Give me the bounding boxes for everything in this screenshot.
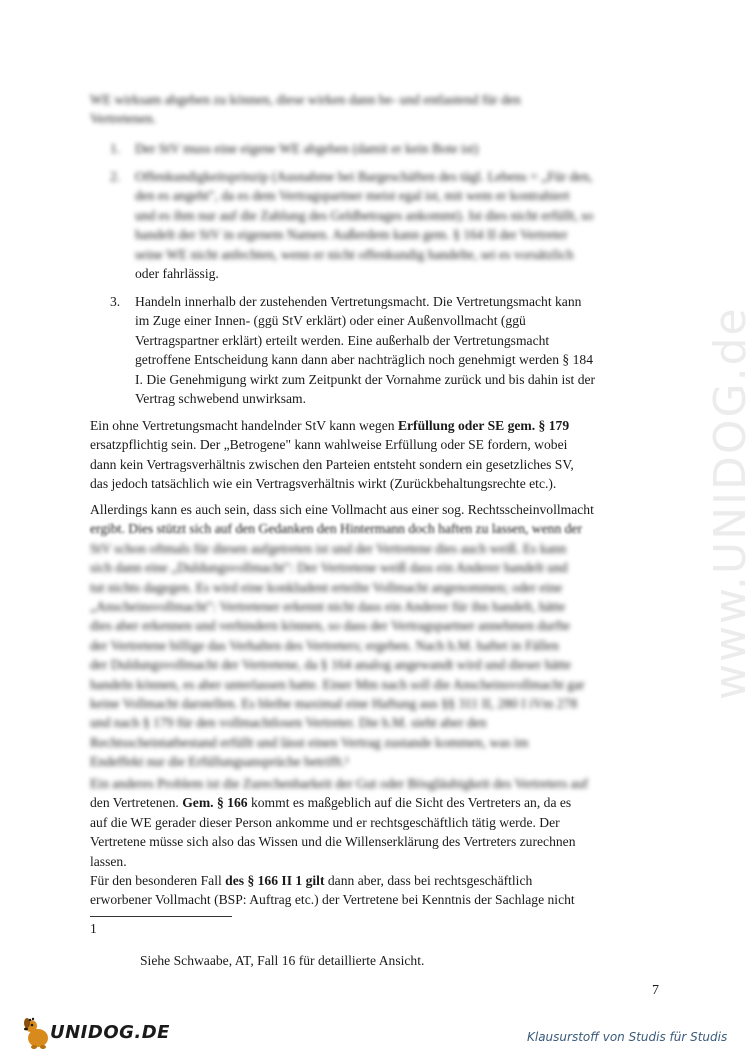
- text-line: Rechtsscheintatbestand erfüllt und lässt einen Vertrag zustande kommen, was im: [90, 734, 529, 750]
- text-line: dann kein Vertragsverhältnis zwischen den Parteien entsteht sondern ein gesetzliches SV,: [90, 456, 574, 472]
- list-number: 3.: [110, 294, 121, 309]
- watermark: www.UNIDOG.de: [705, 306, 756, 700]
- intro-paragraph: [90, 90, 521, 129]
- text-line: handelt der StV in eigenem Namen. Außerdem kann gem. § 164 II der Vertreter: [135, 227, 568, 243]
- text-line: Handeln innerhalb der zustehenden Vertretungsmacht. Die Vertretungsmacht kann: [135, 294, 582, 309]
- list-number: 2.: [110, 169, 121, 184]
- text-line: und es ihm nur auf die Zahlung des Geldbetrages ankommt). Ist dies nicht erfüllt, so: [135, 207, 594, 223]
- text-line: ersatzpflichtig sein. Der „Betrogene" kann wahlweise Erfüllung oder SE fordern, wobei: [90, 437, 568, 453]
- text-line: den Vertretenen. Gem. § 166 kommt es maßgeblich auf die Sicht des Vertreters an, da es: [90, 795, 572, 811]
- bold-reference: Gem. § 166: [182, 795, 248, 811]
- logo-text: UNIDOG.DE: [50, 1022, 170, 1043]
- text-line: Der StV muss eine eigene WE abgeben (damit er kein Bote ist): [135, 141, 479, 156]
- text-line: im Zuge einer Innen- (ggü StV erklärt) oder einer Außenvollmacht (ggü: [135, 313, 526, 329]
- text-line: Vertragspartner erklärt) erteilt werden. Eine außerhalb der Vertretungsmacht: [135, 332, 550, 348]
- paragraph-rechtsschein: [90, 500, 660, 772]
- text-line: der Vertretene billige das Verhalten des Vertreters; ergeben. Nach h.M. haftet in Fällen: [90, 637, 559, 653]
- footer-tagline: Klausurstoff von Studis für Studis: [527, 1030, 728, 1044]
- text-line: erworbener Vollmacht (BSP: Auftrag etc.) der Vertretene bei Kenntnis der Sachlage nicht: [90, 892, 575, 908]
- paragraph-179: [90, 416, 660, 494]
- text-line: dies aber erkennen und verhindern können, so dass der Vertragspartner annehmen durfte: [90, 618, 570, 634]
- text-line: WE wirksam abgeben zu können, diese wirken dann be- und entlastend für den: [90, 92, 521, 107]
- text-line: Vertretenen.: [90, 111, 157, 127]
- text-line: der Duldungsvollmacht der Vertretene, da § 164 analog angewandt wird und dieser hätte: [90, 657, 572, 673]
- text-line: seine WE nicht anfechten, wenn er nicht offenkundig handelte, sei es vorsätzlich: [135, 246, 574, 262]
- paragraph-166: [90, 774, 660, 910]
- text-line: Vertrag schwebend unwirksam.: [135, 391, 307, 407]
- text-line: handeln können, es aber unterlassen hatte. Einer Mm nach soll die Anscheinsvollmacht gar: [90, 676, 585, 692]
- text-line: und nach § 179 für den vollmachtlosen Vertreter. Die h.M. sieht aber den: [90, 715, 487, 731]
- text-line: ergibt. Dies stützt sich auf den Gedanken den Hintermann doch haften zu lassen, wenn der: [90, 521, 582, 537]
- text-line: tut nichts dagegen. Es wird eine konkludent erteilte Vollmacht angenommen; oder eine: [90, 579, 563, 595]
- text-line: das jedoch tatsächlich wie ein Vertragsverhältnis wirkt (Zurückbehaltungsrechte etc.).: [90, 476, 557, 492]
- text-line: den es angeht", da es dem Vertragspartner meist egal ist, mit wem er kontrahiert: [135, 188, 570, 204]
- text-line: Ein ohne Vertretungsmacht handelnder StV kann wegen Erfüllung oder SE gem. § 179: [90, 418, 570, 433]
- text-line: getroffene Entscheidung kann dann aber nachträglich noch genehmigt werden § 184: [135, 352, 593, 368]
- text-line: Allerdings kann es auch sein, dass sich eine Vollmacht aus einer sog. Rechtsscheinvollmacht: [90, 502, 594, 517]
- footnote-number: 1: [90, 921, 97, 936]
- text-line: lassen.: [90, 853, 127, 869]
- text-line: I. Die Genehmigung wirkt zum Zeitpunkt der Vornahme zurück und bis dahin ist der: [135, 371, 596, 387]
- bold-reference: des § 166 II 1 gilt: [225, 873, 325, 889]
- text-line: Endeffekt nur die Erfüllungsansprüche betrifft.¹: [90, 754, 350, 770]
- footnote-divider: [90, 916, 232, 917]
- text-line: oder fahrlässig.: [135, 266, 219, 282]
- unidog-logo[interactable]: [22, 1016, 170, 1052]
- dog-icon: [22, 1016, 52, 1052]
- list-number: 1.: [110, 141, 121, 156]
- text-line: Vertretene müsse sich also das Wissen und die Willenserklärung des Vertreters zurechnen: [90, 834, 576, 850]
- text-line: Offenkundigkeitsprinzip (Ausnahme bei Bargeschäften des tägl. Lebens = „Für den,: [135, 169, 593, 184]
- text-line: „Anscheinsvollmacht": Vertretener erkennt nicht dass ein Anderer für ihn handelt, hätte: [90, 599, 566, 615]
- text-line: sich dann eine „Duldungsvollmacht": Der Vertretene weiß dass ein Anderer handelt und: [90, 560, 568, 576]
- page-number: 7: [652, 983, 659, 998]
- text-line: auf die WE gerader dieser Person ankomme und er rechtsgeschäftlich tätig werde. Der: [90, 814, 560, 830]
- text-line: Ein anderes Problem ist die Zurechenbarkeit der Gut oder Bösgläubigkeit des Vertreters auf: [90, 776, 589, 791]
- text-line: keine Vollmacht darstellen. Es bleibe maximal eine Haftung aus §§ 311 II, 280 I iVm 278: [90, 696, 578, 712]
- text-line: StV schon oftmals für diesen aufgetreten ist und der Vertretene dies auch weiß. Es kann: [90, 540, 567, 556]
- bold-reference: Erfüllung oder SE gem. § 179: [397, 418, 570, 433]
- footnote-text: Siehe Schwaabe, AT, Fall 16 für detaillierte Ansicht.: [140, 953, 425, 968]
- text-line: Für den besonderen Fall des § 166 II 1 gilt dann aber, dass bei rechtsgeschäftlich: [90, 873, 533, 889]
